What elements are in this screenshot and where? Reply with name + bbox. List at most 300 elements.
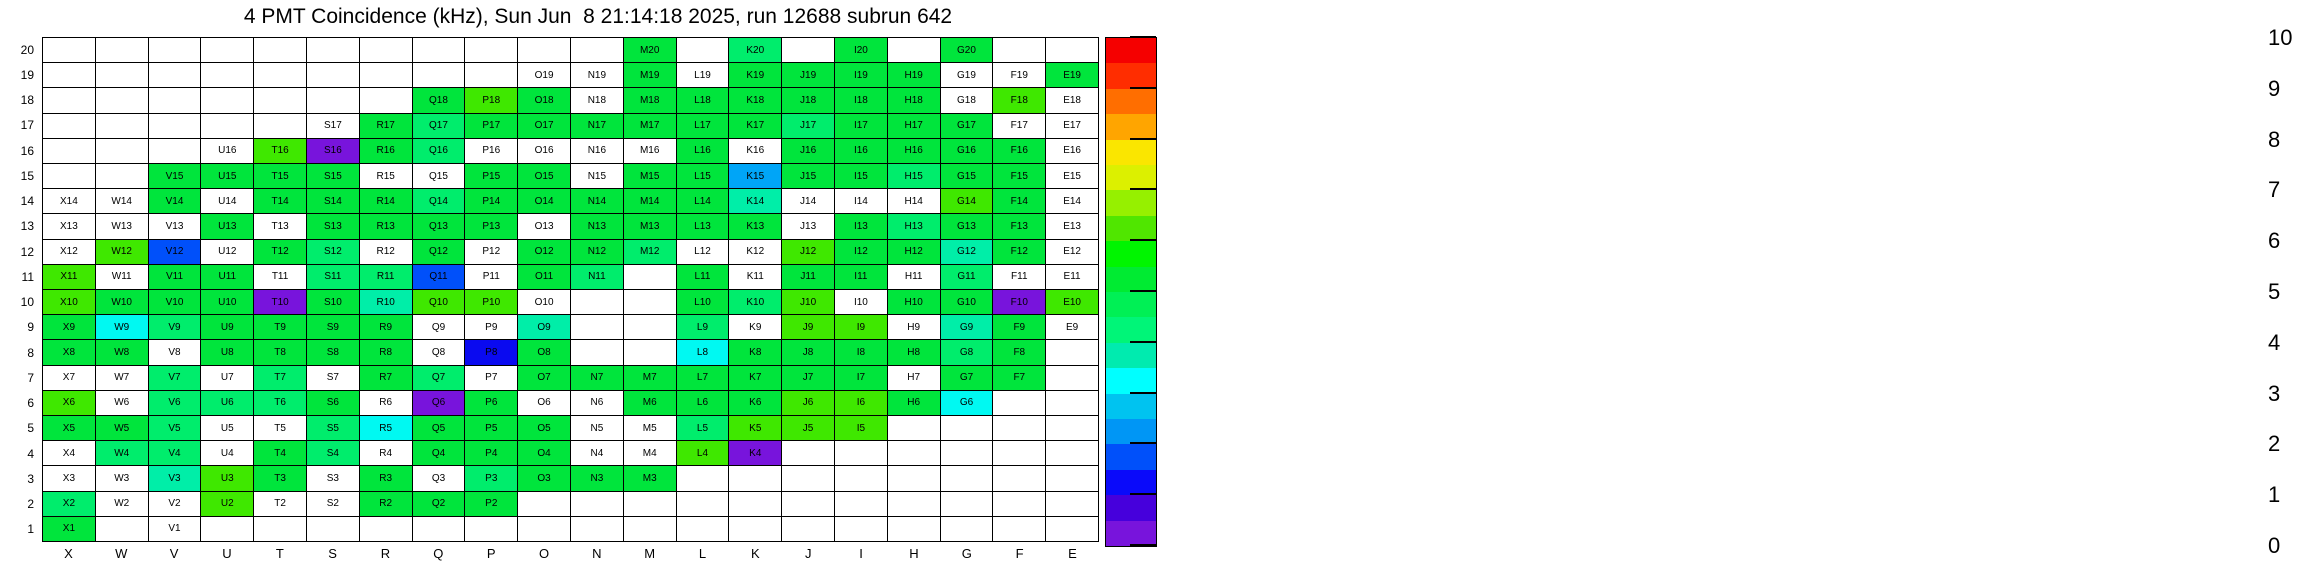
heatmap-cell: N14 <box>571 189 623 213</box>
heatmap-cell: G16 <box>941 139 993 163</box>
heatmap-cell: H6 <box>888 391 940 415</box>
heatmap-cell <box>96 88 148 112</box>
heatmap-cell: N18 <box>571 88 623 112</box>
heatmap-cell: G7 <box>941 366 993 390</box>
heatmap-cell <box>254 38 306 62</box>
heatmap-cell: S8 <box>307 340 359 364</box>
col-label: O <box>538 546 550 561</box>
heatmap-cell: H14 <box>888 189 940 213</box>
heatmap-cell: Q16 <box>413 139 465 163</box>
heatmap-cell: P13 <box>465 214 517 238</box>
heatmap-cell <box>729 466 781 490</box>
heatmap-cell: H8 <box>888 340 940 364</box>
heatmap-cell: Q18 <box>413 88 465 112</box>
heatmap-cell: E16 <box>1046 139 1098 163</box>
heatmap-cell: U14 <box>201 189 253 213</box>
heatmap-cell: X8 <box>43 340 95 364</box>
heatmap-cell: T10 <box>254 290 306 314</box>
heatmap-cell <box>413 517 465 541</box>
heatmap-cell: H15 <box>888 164 940 188</box>
heatmap-cell: E15 <box>1046 164 1098 188</box>
heatmap-cell: W9 <box>96 315 148 339</box>
heatmap-cell: V3 <box>149 466 201 490</box>
col-label: L <box>698 546 707 561</box>
heatmap-cell <box>624 340 676 364</box>
col-label: E <box>1068 546 1077 561</box>
heatmap-cell: W2 <box>96 492 148 516</box>
heatmap-cell: S10 <box>307 290 359 314</box>
heatmap-cell: S5 <box>307 416 359 440</box>
heatmap-cell <box>941 492 993 516</box>
heatmap-cell: P14 <box>465 189 517 213</box>
heatmap-cell: K6 <box>729 391 781 415</box>
row-label: 12 <box>20 244 34 259</box>
heatmap-cell: I15 <box>835 164 887 188</box>
heatmap-cell: O10 <box>518 290 570 314</box>
heatmap-cell: E12 <box>1046 240 1098 264</box>
heatmap-cell: O9 <box>518 315 570 339</box>
heatmap-cell <box>43 38 95 62</box>
heatmap-cell: I6 <box>835 391 887 415</box>
heatmap-cell: O11 <box>518 265 570 289</box>
heatmap-cell: N7 <box>571 366 623 390</box>
heatmap-cell: T13 <box>254 214 306 238</box>
heatmap-cell: J10 <box>782 290 834 314</box>
heatmap-cell: O19 <box>518 63 570 87</box>
heatmap-cell: S3 <box>307 466 359 490</box>
heatmap-cell <box>993 38 1045 62</box>
heatmap-cell: P6 <box>465 391 517 415</box>
heatmap-cell: H12 <box>888 240 940 264</box>
heatmap-cell: L6 <box>677 391 729 415</box>
heatmap-cell: Q9 <box>413 315 465 339</box>
heatmap-cell: J9 <box>782 315 834 339</box>
heatmap-cell <box>888 38 940 62</box>
heatmap-cell <box>1046 416 1098 440</box>
heatmap-cell: R3 <box>360 466 412 490</box>
heatmap-cell <box>993 517 1045 541</box>
heatmap-cell: V4 <box>149 441 201 465</box>
col-label: H <box>909 546 919 561</box>
heatmap-cell: X11 <box>43 265 95 289</box>
heatmap-cell: V12 <box>149 240 201 264</box>
col-label: G <box>961 546 972 561</box>
heatmap-cell: V11 <box>149 265 201 289</box>
chart-title: 4 PMT Coincidence (kHz), Sun Jun 8 21:14:18 2025, run 12688 subrun 642 <box>243 5 953 28</box>
heatmap-cell <box>571 38 623 62</box>
heatmap-cell: S13 <box>307 214 359 238</box>
row-label: 10 <box>20 295 34 310</box>
heatmap-cell: J16 <box>782 139 834 163</box>
heatmap-cell: N13 <box>571 214 623 238</box>
heatmap-cell: T7 <box>254 366 306 390</box>
heatmap-cell: S11 <box>307 265 359 289</box>
heatmap-cell: S15 <box>307 164 359 188</box>
heatmap-cell: I8 <box>835 340 887 364</box>
heatmap-cell: G15 <box>941 164 993 188</box>
row-label: 8 <box>27 345 34 360</box>
heatmap-cell: V8 <box>149 340 201 364</box>
heatmap-cell: T16 <box>254 139 306 163</box>
colorbar-segment <box>1106 368 1156 393</box>
heatmap-cell: R4 <box>360 441 412 465</box>
heatmap-cell: L4 <box>677 441 729 465</box>
heatmap-cell: R12 <box>360 240 412 264</box>
row-label: 11 <box>21 269 34 284</box>
heatmap-cell: T4 <box>254 441 306 465</box>
heatmap-cell: E11 <box>1046 265 1098 289</box>
heatmap-cell: K9 <box>729 315 781 339</box>
colorbar-segment <box>1106 190 1156 215</box>
heatmap-cell: I12 <box>835 240 887 264</box>
heatmap-cell: G10 <box>941 290 993 314</box>
heatmap-cell: U9 <box>201 315 253 339</box>
x-axis-labels <box>42 546 1099 564</box>
colorbar-segment <box>1106 444 1156 469</box>
heatmap-cell: L12 <box>677 240 729 264</box>
heatmap-cell: F15 <box>993 164 1045 188</box>
heatmap-grid <box>42 37 1099 542</box>
heatmap-cell <box>518 492 570 516</box>
heatmap-cell <box>307 63 359 87</box>
heatmap-cell: R9 <box>360 315 412 339</box>
heatmap-cell <box>149 88 201 112</box>
heatmap-cell <box>43 114 95 138</box>
heatmap-cell <box>149 139 201 163</box>
heatmap-cell: W12 <box>96 240 148 264</box>
heatmap-cell: V13 <box>149 214 201 238</box>
heatmap-cell <box>1046 517 1098 541</box>
heatmap-cell: L16 <box>677 139 729 163</box>
heatmap-cell: G8 <box>941 340 993 364</box>
heatmap-cell: M14 <box>624 189 676 213</box>
heatmap-cell: J13 <box>782 214 834 238</box>
heatmap-cell: S14 <box>307 189 359 213</box>
heatmap-cell: Q13 <box>413 214 465 238</box>
heatmap-cell: P3 <box>465 466 517 490</box>
heatmap-cell: P16 <box>465 139 517 163</box>
heatmap-cell: K18 <box>729 88 781 112</box>
heatmap-cell: X6 <box>43 391 95 415</box>
heatmap-cell: W10 <box>96 290 148 314</box>
heatmap-cell <box>888 517 940 541</box>
heatmap-cell: M12 <box>624 240 676 264</box>
heatmap-cell: L14 <box>677 189 729 213</box>
heatmap-cell: U15 <box>201 164 253 188</box>
heatmap-cell: P10 <box>465 290 517 314</box>
col-label: I <box>859 546 863 561</box>
heatmap-cell <box>307 88 359 112</box>
heatmap-cell: S4 <box>307 441 359 465</box>
heatmap-cell: F16 <box>993 139 1045 163</box>
row-label: 15 <box>20 168 34 183</box>
heatmap-cell <box>307 517 359 541</box>
heatmap-cell: L19 <box>677 63 729 87</box>
heatmap-cell: R16 <box>360 139 412 163</box>
colorbar-tick-label: 5 <box>2268 279 2281 304</box>
heatmap-cell: Q17 <box>413 114 465 138</box>
heatmap-cell: L7 <box>677 366 729 390</box>
heatmap-cell: U6 <box>201 391 253 415</box>
heatmap-cell: W11 <box>96 265 148 289</box>
col-label: F <box>1015 546 1024 561</box>
heatmap-cell: V1 <box>149 517 201 541</box>
heatmap-cell: T5 <box>254 416 306 440</box>
col-label: T <box>275 546 284 561</box>
heatmap-cell <box>677 492 729 516</box>
row-label: 1 <box>27 522 34 537</box>
y-axis-labels <box>0 37 34 542</box>
heatmap-cell: H17 <box>888 114 940 138</box>
heatmap-cell <box>993 391 1045 415</box>
heatmap-cell: X9 <box>43 315 95 339</box>
heatmap-cell: H11 <box>888 265 940 289</box>
heatmap-cell: O18 <box>518 88 570 112</box>
heatmap-cell: T3 <box>254 466 306 490</box>
heatmap-cell: F12 <box>993 240 1045 264</box>
heatmap-cell <box>518 517 570 541</box>
heatmap-cell: V9 <box>149 315 201 339</box>
heatmap-cell: U12 <box>201 240 253 264</box>
heatmap-cell: F18 <box>993 88 1045 112</box>
heatmap-cell: M15 <box>624 164 676 188</box>
heatmap-cell: N3 <box>571 466 623 490</box>
heatmap-cell: P7 <box>465 366 517 390</box>
heatmap-cell <box>571 340 623 364</box>
heatmap-cell: X12 <box>43 240 95 264</box>
colorbar-segment <box>1106 495 1156 520</box>
heatmap-cell: T12 <box>254 240 306 264</box>
heatmap-cell: H18 <box>888 88 940 112</box>
heatmap-cell: U13 <box>201 214 253 238</box>
heatmap-cell: G12 <box>941 240 993 264</box>
heatmap-cell: N17 <box>571 114 623 138</box>
heatmap-cell: Q15 <box>413 164 465 188</box>
colorbar-segment <box>1106 63 1156 88</box>
heatmap-cell: N11 <box>571 265 623 289</box>
heatmap-cell: K17 <box>729 114 781 138</box>
heatmap-cell: P5 <box>465 416 517 440</box>
heatmap-cell <box>835 441 887 465</box>
heatmap-cell <box>677 517 729 541</box>
heatmap-cell <box>624 265 676 289</box>
col-label: X <box>64 546 73 561</box>
heatmap-cell: V6 <box>149 391 201 415</box>
heatmap-cell: P18 <box>465 88 517 112</box>
colorbar-tick-label: 6 <box>2268 228 2281 253</box>
heatmap-cell: I10 <box>835 290 887 314</box>
heatmap-cell: L18 <box>677 88 729 112</box>
heatmap-cell <box>307 38 359 62</box>
heatmap-cell <box>149 114 201 138</box>
heatmap-cell: T15 <box>254 164 306 188</box>
heatmap-cell: J6 <box>782 391 834 415</box>
heatmap-cell: Q5 <box>413 416 465 440</box>
heatmap-cell: W14 <box>96 189 148 213</box>
heatmap-cell: P4 <box>465 441 517 465</box>
heatmap-cell: H16 <box>888 139 940 163</box>
heatmap-cell: G19 <box>941 63 993 87</box>
heatmap-cell: N6 <box>571 391 623 415</box>
heatmap-cell: J7 <box>782 366 834 390</box>
heatmap-cell <box>571 517 623 541</box>
heatmap-cell: N12 <box>571 240 623 264</box>
heatmap-cell: T6 <box>254 391 306 415</box>
colorbar-segment <box>1106 470 1156 495</box>
heatmap-cell: X3 <box>43 466 95 490</box>
heatmap-cell: S16 <box>307 139 359 163</box>
colorbar-segment <box>1106 292 1156 317</box>
heatmap-cell: L17 <box>677 114 729 138</box>
heatmap-cell: L10 <box>677 290 729 314</box>
heatmap-cell <box>413 38 465 62</box>
heatmap-cell <box>729 492 781 516</box>
heatmap-cell: V14 <box>149 189 201 213</box>
heatmap-cell <box>149 63 201 87</box>
heatmap-cell: I13 <box>835 214 887 238</box>
heatmap-cell: S7 <box>307 366 359 390</box>
heatmap-cell <box>96 38 148 62</box>
heatmap-cell: V2 <box>149 492 201 516</box>
heatmap-cell: F11 <box>993 265 1045 289</box>
heatmap-cell: I14 <box>835 189 887 213</box>
heatmap-cell: X2 <box>43 492 95 516</box>
heatmap-cell: G14 <box>941 189 993 213</box>
heatmap-cell <box>201 88 253 112</box>
heatmap-cell: T14 <box>254 189 306 213</box>
colorbar-segment <box>1106 89 1156 114</box>
heatmap-cell: M20 <box>624 38 676 62</box>
row-label: 6 <box>27 396 34 411</box>
heatmap-cell: K7 <box>729 366 781 390</box>
heatmap-cell: W7 <box>96 366 148 390</box>
heatmap-cell <box>782 441 834 465</box>
heatmap-cell <box>624 290 676 314</box>
heatmap-cell: Q8 <box>413 340 465 364</box>
heatmap-cell: R14 <box>360 189 412 213</box>
heatmap-cell: Q12 <box>413 240 465 264</box>
col-label: W <box>115 546 128 561</box>
heatmap-cell: G13 <box>941 214 993 238</box>
heatmap-cell: M6 <box>624 391 676 415</box>
col-label: R <box>380 546 391 561</box>
heatmap-cell: T11 <box>254 265 306 289</box>
heatmap-cell: Q14 <box>413 189 465 213</box>
heatmap-cell: U2 <box>201 492 253 516</box>
heatmap-cell: U7 <box>201 366 253 390</box>
heatmap-cell: O4 <box>518 441 570 465</box>
heatmap-cell <box>782 38 834 62</box>
colorbar-segment <box>1106 343 1156 368</box>
heatmap-cell: O5 <box>518 416 570 440</box>
heatmap-cell <box>624 315 676 339</box>
heatmap-cell <box>465 517 517 541</box>
heatmap-cell: Q4 <box>413 441 465 465</box>
heatmap-cell: X7 <box>43 366 95 390</box>
heatmap-cell: K10 <box>729 290 781 314</box>
heatmap-cell: V10 <box>149 290 201 314</box>
row-label: 16 <box>20 143 34 158</box>
heatmap-cell <box>571 492 623 516</box>
heatmap-cell: F13 <box>993 214 1045 238</box>
heatmap-cell: G9 <box>941 315 993 339</box>
heatmap-cell: W8 <box>96 340 148 364</box>
heatmap-cell: O14 <box>518 189 570 213</box>
heatmap-cell: S6 <box>307 391 359 415</box>
heatmap-cell: J12 <box>782 240 834 264</box>
colorbar-segment <box>1106 521 1156 546</box>
heatmap-cell <box>43 164 95 188</box>
heatmap-cell: P8 <box>465 340 517 364</box>
row-label: 2 <box>27 497 34 512</box>
heatmap-cell: K8 <box>729 340 781 364</box>
heatmap-cell: J14 <box>782 189 834 213</box>
heatmap-cell: W3 <box>96 466 148 490</box>
heatmap-cell: P9 <box>465 315 517 339</box>
col-label: P <box>486 546 496 561</box>
heatmap-cell <box>941 517 993 541</box>
col-label: V <box>169 546 179 561</box>
heatmap-cell <box>729 517 781 541</box>
heatmap-cell <box>782 466 834 490</box>
colorbar-tick-label: 3 <box>2268 381 2281 406</box>
heatmap-cell: R15 <box>360 164 412 188</box>
heatmap-cell: H19 <box>888 63 940 87</box>
heatmap-cell <box>201 114 253 138</box>
heatmap-cell: X4 <box>43 441 95 465</box>
heatmap-cell: M4 <box>624 441 676 465</box>
heatmap-cell: W6 <box>96 391 148 415</box>
heatmap-cell: K14 <box>729 189 781 213</box>
colorbar-tick-label: 0 <box>2268 533 2281 558</box>
heatmap-cell: H7 <box>888 366 940 390</box>
heatmap-cell: F8 <box>993 340 1045 364</box>
heatmap-cell: L9 <box>677 315 729 339</box>
heatmap-cell: K13 <box>729 214 781 238</box>
heatmap-cell: V5 <box>149 416 201 440</box>
row-label: 4 <box>27 446 34 461</box>
heatmap-cell: J18 <box>782 88 834 112</box>
heatmap-cell: X14 <box>43 189 95 213</box>
heatmap-cell: O12 <box>518 240 570 264</box>
heatmap-cell: H9 <box>888 315 940 339</box>
heatmap-cell: F10 <box>993 290 1045 314</box>
heatmap-cell: I20 <box>835 38 887 62</box>
heatmap-cell <box>360 517 412 541</box>
heatmap-cell <box>1046 38 1098 62</box>
heatmap-cell: J8 <box>782 340 834 364</box>
heatmap-cell <box>624 517 676 541</box>
colorbar <box>1105 37 1157 547</box>
heatmap-cell <box>993 416 1045 440</box>
heatmap-cell: E19 <box>1046 63 1098 87</box>
heatmap-cell: P15 <box>465 164 517 188</box>
colorbar-segment <box>1106 216 1156 241</box>
heatmap-cell: F9 <box>993 315 1045 339</box>
heatmap-cell <box>360 38 412 62</box>
row-label: 17 <box>20 118 34 133</box>
heatmap-cell: N19 <box>571 63 623 87</box>
heatmap-cell <box>96 114 148 138</box>
heatmap-cell <box>254 63 306 87</box>
heatmap-cell: I11 <box>835 265 887 289</box>
heatmap-cell <box>254 114 306 138</box>
heatmap-cell: M17 <box>624 114 676 138</box>
heatmap-cell <box>96 63 148 87</box>
heatmap-cell: R11 <box>360 265 412 289</box>
row-label: 18 <box>20 93 34 108</box>
heatmap-cell: K15 <box>729 164 781 188</box>
